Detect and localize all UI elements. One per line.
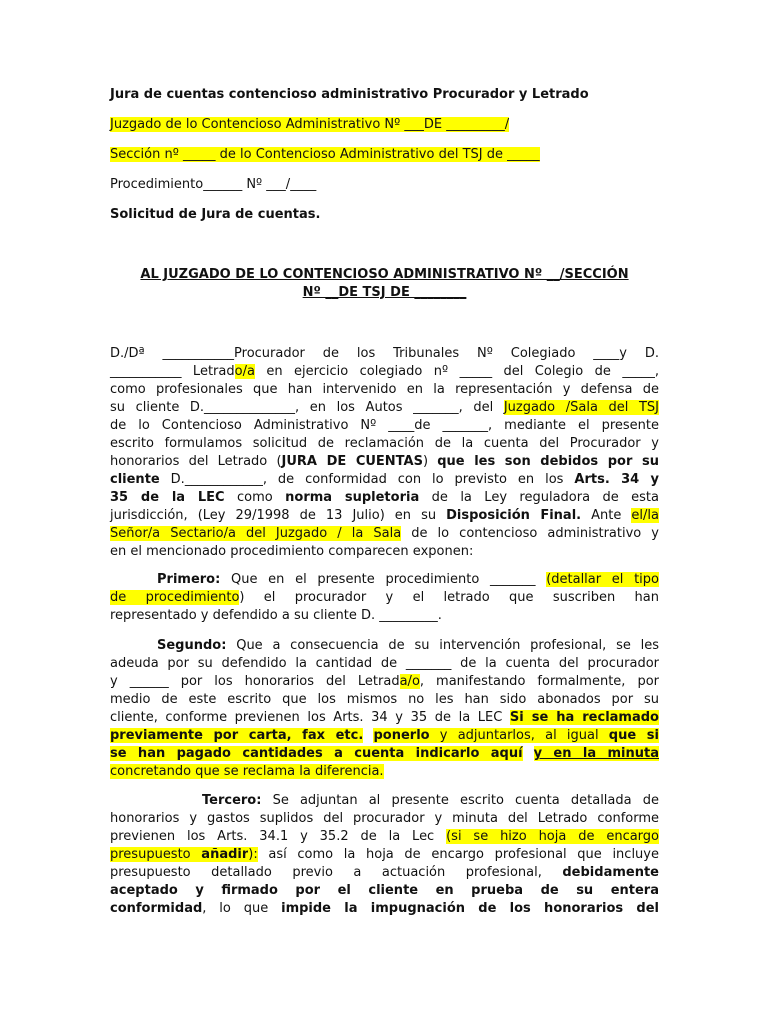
- intro-line-2: ___________ Letrado/a en ejercicio colegiado nº _____ del Colegio de _____,: [110, 364, 659, 379]
- intro-line-7: honorarios del Letrado (JURA DE CUENTAS) que les son debidos por su: [110, 454, 659, 469]
- intro-line-8: cliente D.____________, de conformidad con lo previsto en los Arts. 34 y: [110, 472, 659, 487]
- solicitud-heading: Solicitud de Jura de cuentas.: [110, 207, 321, 222]
- segundo-line-3: y ______ por los honorarios del Letrada/o, manifestando formalmente, por: [110, 674, 659, 689]
- primero-line-1: Primero: Que en el presente procedimiento _______ (detallar el tipo: [157, 572, 660, 587]
- tercero-line-2: honorarios y gastos suplidos del procurador y minuta del Letrado conforme: [110, 811, 659, 826]
- intro-line-4: su cliente D.______________, en los Autos _______, del Juzgado /Sala del TSJ: [110, 400, 659, 415]
- segundo-line-5: cliente, conforme previenen los Arts. 34 y 35 de la LEC Si se ha reclamado: [110, 710, 659, 725]
- segundo-line-6: previamente por carta, fax etc. ponerlo y adjuntarlos, al igual que si: [110, 728, 659, 743]
- segundo-line-4: medio de este escrito que los mismos no les han sido abonados por su: [110, 692, 659, 707]
- document-title: Jura de cuentas contencioso administrativo Procurador y Letrado: [110, 87, 589, 102]
- tercero-line-1: Tercero: Se adjuntan al presente escrito cuenta detallada de: [202, 793, 659, 808]
- primero-line-3: representado y defendido a su cliente D. _________.: [110, 608, 442, 623]
- procedimiento-line: Procedimiento______ Nº ___/____: [110, 177, 317, 192]
- seccion-line: [110, 146, 540, 164]
- segundo-line-8: concretando que se reclama la diferencia.: [110, 764, 384, 779]
- intro-line-1: D./Dª ___________Procurador de los Tribunales Nº Colegiado ____y D.: [110, 346, 659, 361]
- intro-line-11: Señor/a Sectario/a del Juzgado / la Sala de lo contencioso administrativo y: [110, 526, 659, 541]
- tercero-line-7: conformidad, lo que impide la impugnación de los honorarios del: [110, 901, 659, 916]
- tercero-line-4: presupuesto añadir): así como la hoja de encargo profesional que incluye: [110, 847, 659, 862]
- segundo-line-1: Segundo: Que a consecuencia de su intervención profesional, se les: [157, 638, 659, 653]
- intro-line-3: como profesionales que han intervenido en la representación y defensa de: [110, 382, 659, 397]
- tercero-line-6: aceptado y firmado por el cliente en prueba de su entera: [110, 883, 659, 898]
- addressee-line-2: Nº __DE TSJ DE ________: [302, 285, 467, 300]
- tercero-line-5: presupuesto detallado previo a actuación profesional, debidamente: [110, 865, 659, 880]
- tercero-line-3: previenen los Arts. 34.1 y 35.2 de la Lec (si se hizo hoja de encargo: [110, 829, 659, 844]
- primero-line-2: de procedimiento) el procurador y el letrado que suscriben han: [110, 590, 659, 605]
- segundo-line-2: adeuda por su defendido la cantidad de _______ de la cuenta del procurador: [110, 656, 659, 671]
- segundo-line-7: se han pagado cantidades a cuenta indicarlo aquí y en la minuta: [110, 746, 659, 761]
- juzgado-highlight: Juzgado de lo Contencioso Administrativo Nº ___DE _________/: [110, 117, 510, 132]
- juzgado-line: [110, 116, 509, 134]
- intro-line-12: en el mencionado procedimiento comparecen exponen:: [110, 544, 474, 559]
- intro-line-9: 35 de la LEC como norma supletoria de la Ley reguladora de esta: [110, 490, 659, 505]
- intro-line-6: escrito formulamos solicitud de reclamación de la cuenta del Procurador y: [110, 436, 659, 451]
- addressee-line-1: AL JUZGADO DE LO CONTENCIOSO ADMINISTRATIVO Nº __/SECCIÓN: [140, 267, 629, 282]
- intro-line-10: jurisdicción, (Ley 29/1998 de 13 Julio) en su Disposición Final. Ante el/la: [110, 508, 659, 523]
- seccion-highlight: Sección nº _____ de lo Contencioso Administrativo del TSJ de _____: [110, 147, 540, 162]
- intro-line-5: de lo Contencioso Administrativo Nº ____de _______, mediante el presente: [110, 418, 659, 433]
